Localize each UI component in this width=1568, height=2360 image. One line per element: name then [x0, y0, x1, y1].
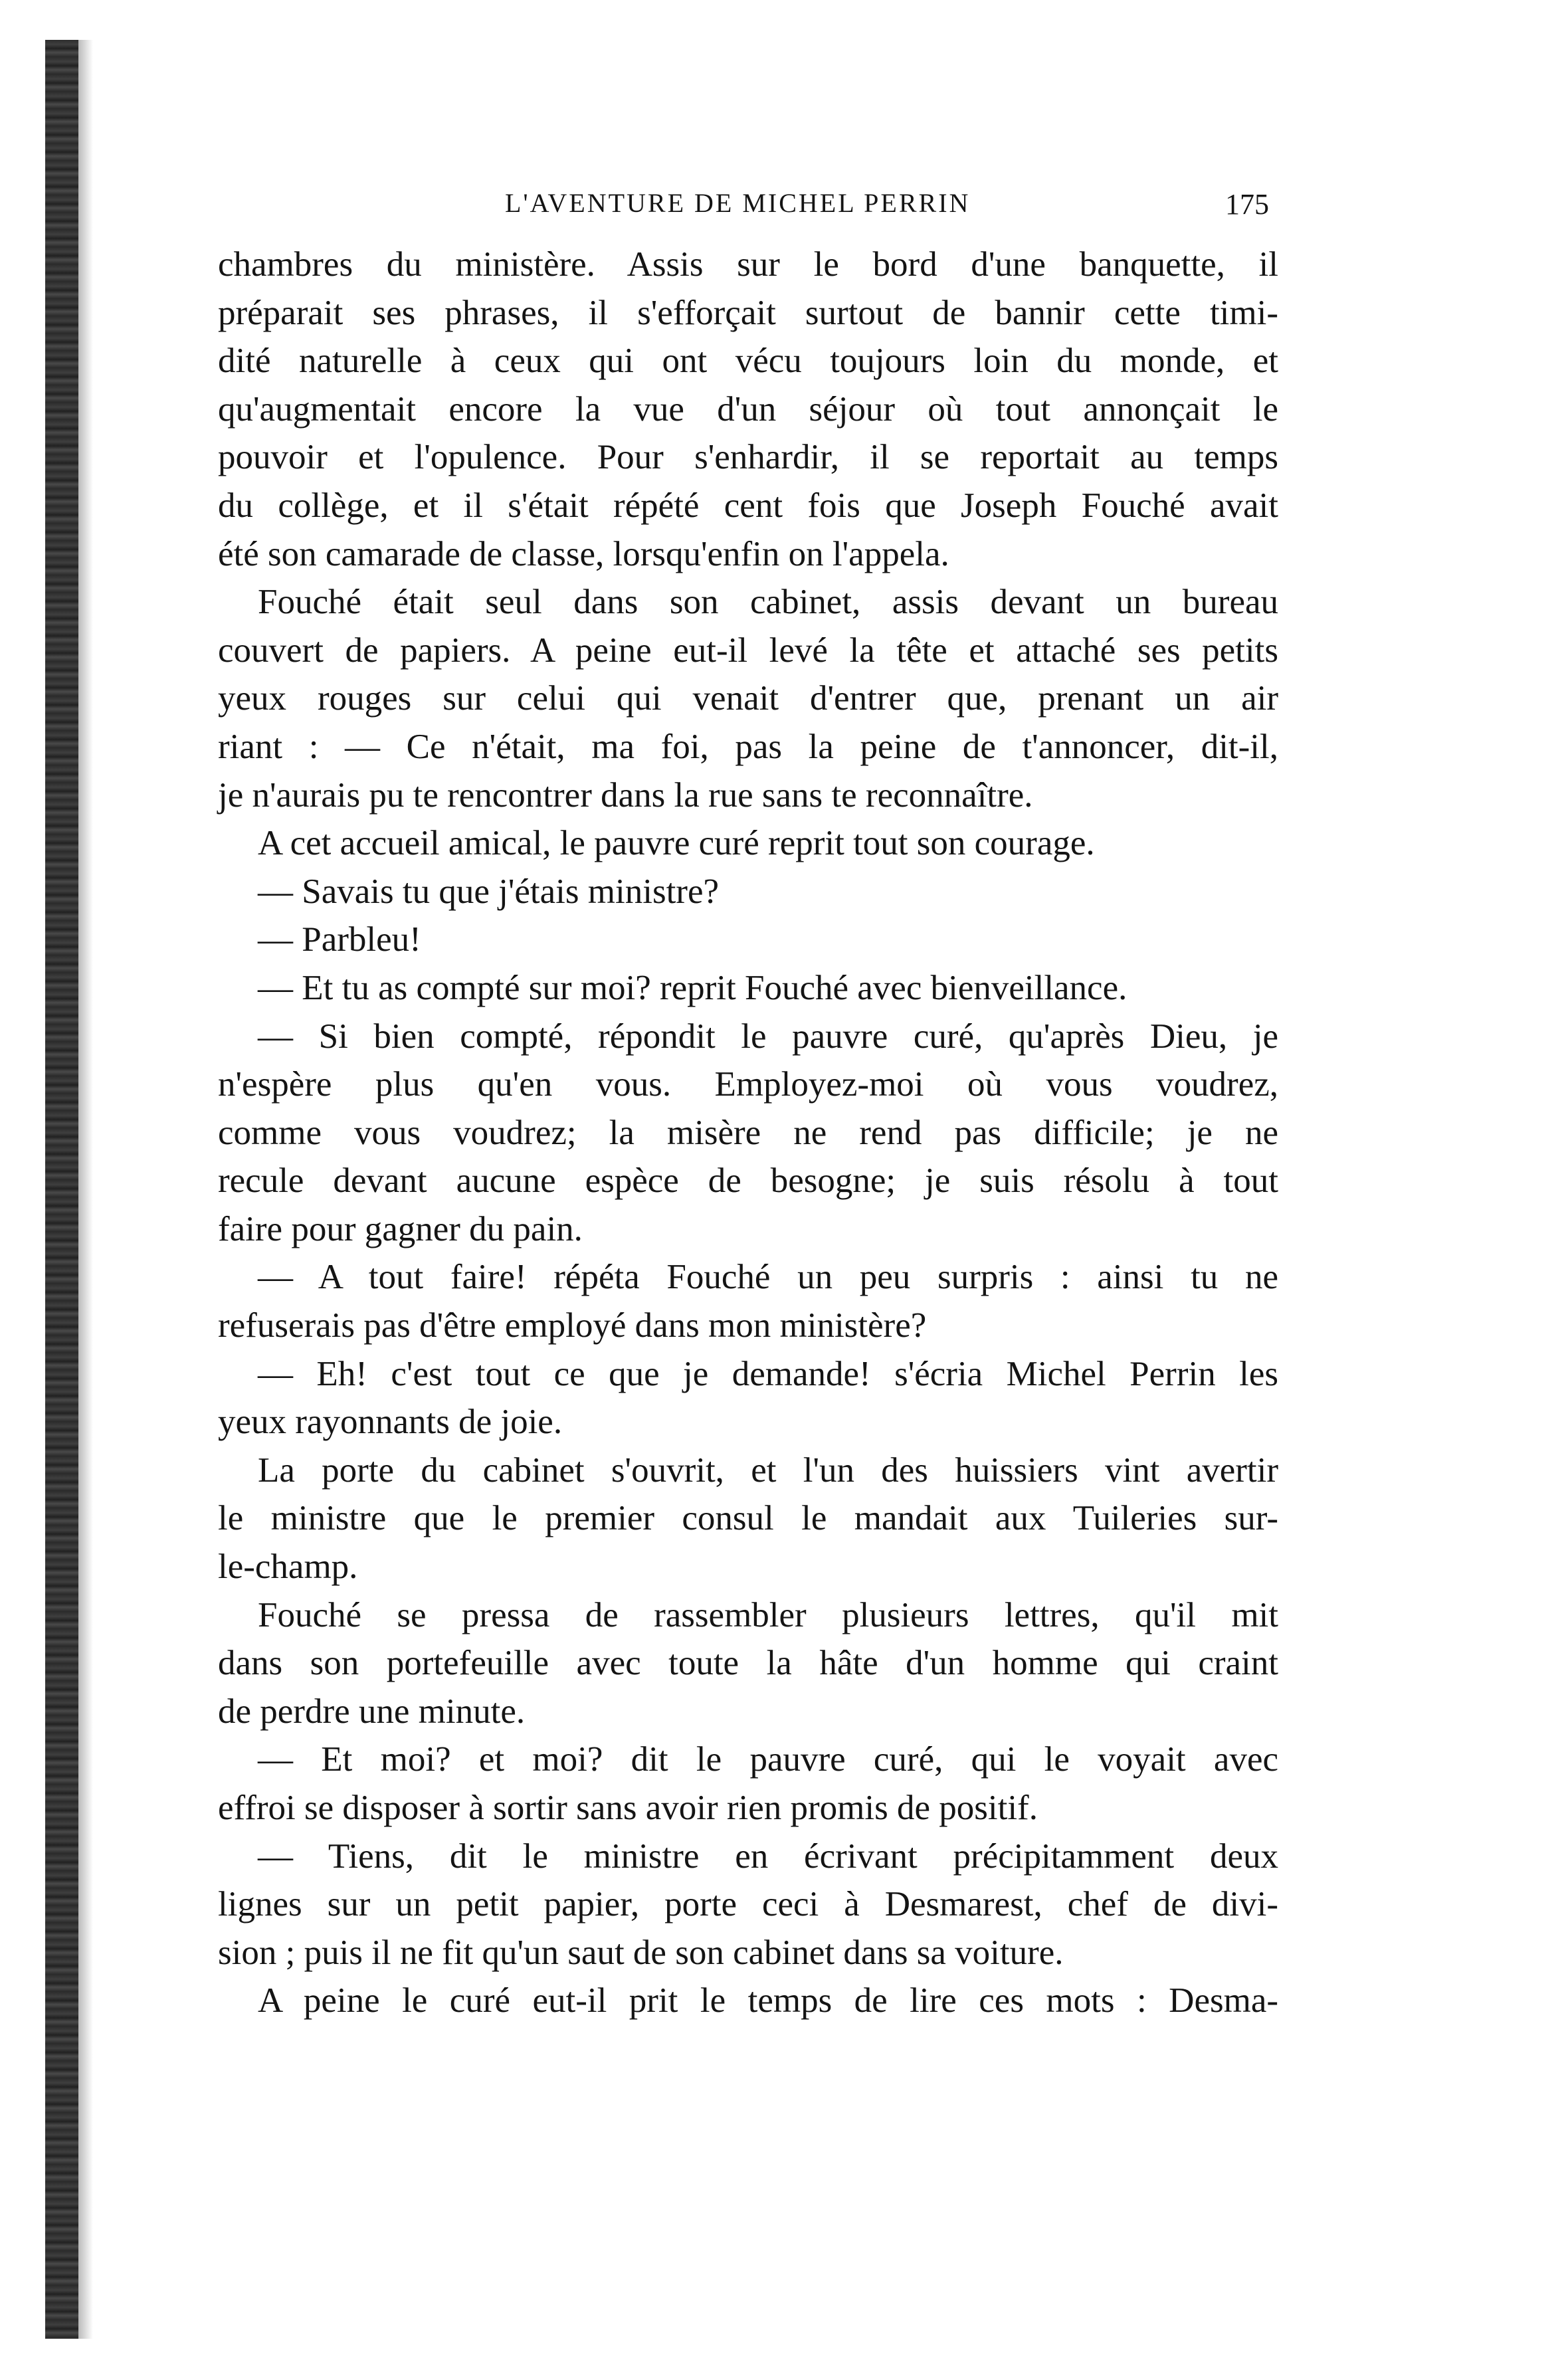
- text-line: du collège, et il s'était répété cent fois que Joseph Fouché avait: [218, 486, 1278, 525]
- text-line: yeux rayonnants de joie.: [218, 1403, 563, 1442]
- text-line: de perdre une minute.: [218, 1692, 526, 1731]
- text-line: — Savais tu que j'étais ministre?: [258, 872, 719, 911]
- text-line: dité naturelle à ceux qui ont vécu toujours loin du monde, et: [218, 342, 1278, 381]
- text-line: préparait ses phrases, il s'efforçait surtout de bannir cette timi-: [218, 293, 1278, 332]
- text-line: — Parbleu!: [258, 920, 421, 959]
- text-line: pouvoir et l'opulence. Pour s'enhardir, il se reportait au temps: [218, 438, 1278, 477]
- text-line: chambres du ministère. Assis sur le bord d'une banquette, il: [218, 245, 1278, 284]
- text-line: le-champ.: [218, 1547, 358, 1587]
- text-line: effroi se disposer à sortir sans avoir rien promis de positif.: [218, 1789, 1038, 1827]
- text-line: sion ; puis il ne fit qu'un saut de son cabinet dans sa voiture.: [218, 1933, 1064, 1972]
- text-line: — Si bien compté, répondit le pauvre curé, qu'après Dieu, je: [258, 1017, 1278, 1056]
- text-line: — Et moi? et moi? dit le pauvre curé, qui le voyait avec: [258, 1740, 1278, 1779]
- text-line: Fouché se pressa de rassembler plusieurs lettres, qu'il mit: [258, 1595, 1278, 1634]
- text-line: couvert de papiers. A peine eut-il levé la tête et attaché ses petits: [218, 631, 1278, 670]
- page-number: 175: [1225, 188, 1269, 221]
- text-line: comme vous voudrez; la misère ne rend pas difficile; je ne: [218, 1113, 1278, 1152]
- text-line: A peine le curé eut-il prit le temps de lire ces mots : Desma-: [258, 1981, 1278, 2020]
- text-line: été son camarade de classe, lorsqu'enfin on l'appela.: [218, 534, 949, 573]
- text-line: le ministre que le premier consul le mandait aux Tuileries sur-: [218, 1499, 1278, 1538]
- text-line: qu'augmentait encore la vue d'un séjour où tout annonçait le: [218, 389, 1278, 429]
- body-text: [218, 241, 1278, 2025]
- text-line: Fouché était seul dans son cabinet, assis devant un bureau: [258, 583, 1278, 622]
- binding-shadow: [78, 40, 93, 2339]
- page-header: [219, 187, 1269, 227]
- text-line: — A tout faire! répéta Fouché un peu surpris : ainsi tu ne: [258, 1258, 1278, 1297]
- text-line: A cet accueil amical, le pauvre curé reprit tout son courage.: [258, 824, 1095, 863]
- text-line: lignes sur un petit papier, porte ceci à Desmarest, chef de divi-: [218, 1885, 1278, 1924]
- text-line: La porte du cabinet s'ouvrit, et l'un des huissiers vint avertir: [258, 1450, 1278, 1490]
- text-line: recule devant aucune espèce de besogne; je suis résolu à tout: [218, 1161, 1278, 1201]
- book-binding-edge: [45, 40, 78, 2339]
- running-title: L'AVENTURE DE MICHEL PERRIN: [505, 188, 971, 218]
- text-line: faire pour gagner du pain.: [218, 1209, 583, 1248]
- text-line: — Tiens, dit le ministre en écrivant précipitamment deux: [258, 1836, 1278, 1876]
- text-line: riant : — Ce n'était, ma foi, pas la peine de t'annoncer, dit-il,: [218, 727, 1278, 766]
- text-line: n'espère plus qu'en vous. Employez-moi où vous voudrez,: [218, 1065, 1278, 1104]
- text-line: — Et tu as compté sur moi? reprit Fouché avec bienveillance.: [258, 968, 1127, 1007]
- text-line: dans son portefeuille avec toute la hâte d'un homme qui craint: [218, 1644, 1278, 1683]
- text-line: je n'aurais pu te rencontrer dans la rue sans te reconnaître.: [218, 775, 1033, 815]
- text-line: refuserais pas d'être employé dans mon ministère?: [218, 1306, 927, 1345]
- text-line: — Eh! c'est tout ce que je demande! s'écria Michel Perrin les: [258, 1354, 1278, 1393]
- text-line: yeux rouges sur celui qui venait d'entrer que, prenant un air: [218, 679, 1278, 718]
